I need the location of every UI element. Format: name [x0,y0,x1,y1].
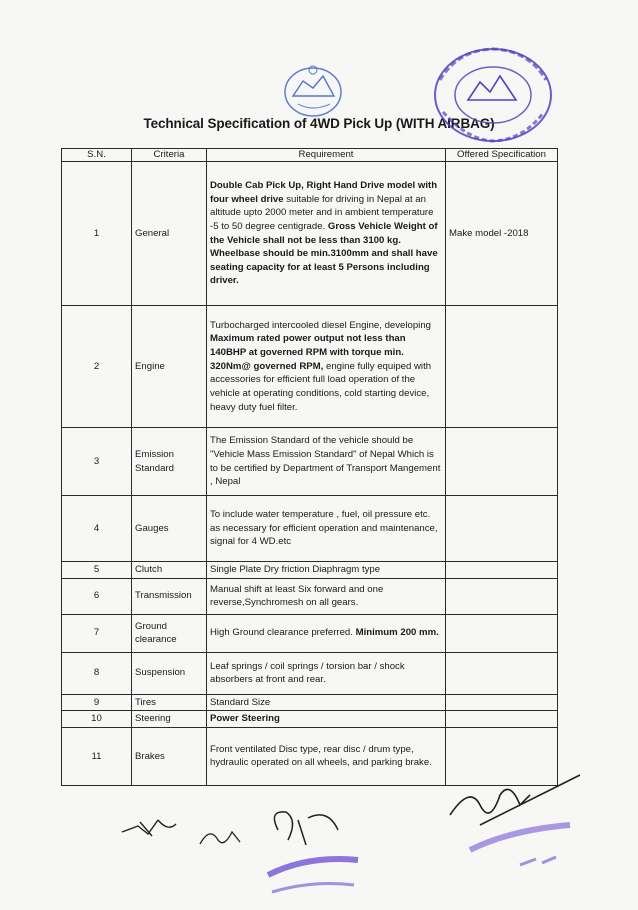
requirement-text: The Emission Standard of the vehicle should be "Vehicle Mass Emission Standard" of Nepal Which is to be certified by Department of Transport Mangement , Nepal [210,435,441,488]
row-sn: 9 [62,694,132,711]
municipality-round-stamp-icon [428,40,558,150]
requirement-bold-text: Gross Vehicle Weight of the Vehicle shall not be less than 3100 kg. Wheelbase should be min.3100mm and shall have seating capacity for at least 5 Persons including driver. [210,220,438,287]
row-requirement [207,162,446,306]
row-criteria: Transmission [132,578,207,614]
row-offered-specification [446,711,558,728]
table-row [62,496,558,562]
column-header-offered: Offered Specification [446,149,558,162]
row-offered-specification [446,562,558,579]
row-criteria: Gauges [132,496,207,562]
row-sn: 6 [62,578,132,614]
row-criteria: Emission Standard [132,428,207,496]
requirement-bold-text: Minimum 200 mm. [355,627,439,639]
row-sn: 2 [62,306,132,428]
requirement-text: Standard Size [210,696,271,708]
signature-3-icon [258,800,368,900]
row-criteria: General [132,162,207,306]
document-title: Technical Specification of 4WD Pick Up (WITH AIRBAG) [143,116,495,131]
row-sn: 7 [62,614,132,652]
table-body [62,162,558,786]
requirement-text: High Ground clearance preferred. [210,627,356,639]
signature-2-icon [196,822,246,852]
row-sn: 8 [62,652,132,694]
requirement-text: suitable for driving in Nepal at an altitude upto 2000 meter and in ambient temperature -5 to 50 degree centigrade. [210,193,434,232]
table-row [62,614,558,652]
requirement-text: Single Plate Dry friction Diaphragm type [210,564,381,575]
table-row [62,562,558,579]
row-requirement [207,727,446,785]
column-header-sn: S.N. [62,149,132,162]
row-offered-specification [446,652,558,694]
table-header-row [62,149,558,162]
row-offered-specification [446,694,558,711]
row-criteria: Ground clearance [132,614,207,652]
requirement-bold-text: Double Cab Pick Up, Right Hand Drive model with four wheel drive [210,180,438,205]
row-requirement [207,496,446,562]
row-criteria: Suspension [132,652,207,694]
requirement-text: To include water temperature , fuel, oil pressure etc. as necessary for efficient operation and maintenance, signal for 4 WD.etc [210,509,438,548]
row-offered-specification [446,496,558,562]
row-criteria: Steering [132,711,207,728]
row-offered-specification [446,428,558,496]
table-row [62,652,558,694]
requirement-text: engine fully equiped with accessories for efficient full load operation of the vehicle at operating conditions, cold starting device, heavy duty fuel filter. [210,360,432,413]
requirement-text: Leaf springs / coil springs / torsion bar / shock absorbers at front and rear. [210,660,405,686]
table-row [62,711,558,728]
row-criteria: Tires [132,694,207,711]
column-header-criteria: Criteria [132,149,207,162]
row-offered-specification [446,614,558,652]
signature-4-icon [440,765,590,875]
row-offered-specification: Make model -2018 [446,162,558,306]
requirement-text: Manual shift at least Six forward and one reverse,Synchromesh on all gears. [210,583,384,609]
row-criteria: Engine [132,306,207,428]
row-requirement [207,578,446,614]
specification-table [61,148,558,786]
row-requirement [207,306,446,428]
government-emblem-seal-icon [258,56,368,126]
row-requirement [207,562,446,579]
row-sn: 4 [62,496,132,562]
table-row [62,306,558,428]
row-requirement [207,711,446,728]
row-sn: 11 [62,727,132,785]
row-criteria: Brakes [132,727,207,785]
row-requirement [207,614,446,652]
table-row [62,428,558,496]
row-requirement [207,694,446,711]
row-criteria: Clutch [132,562,207,579]
table-row [62,162,558,306]
row-offered-specification [446,578,558,614]
row-requirement [207,652,446,694]
requirement-text: Turbocharged intercooled diesel Engine, developing [210,319,431,331]
table-row [62,578,558,614]
row-sn: 10 [62,711,132,728]
table-row [62,694,558,711]
row-sn: 3 [62,428,132,496]
signature-1-icon [118,812,188,842]
requirement-text: Front ventilated Disc type, rear disc / drum type, hydraulic operated on all wheels, and parking brake. [210,743,432,769]
row-requirement [207,428,446,496]
column-header-requirement: Requirement [207,149,446,162]
requirement-bold-text: Power Steering [210,713,280,725]
row-offered-specification [446,306,558,428]
row-sn: 1 [62,162,132,306]
requirement-bold-text: Maximum rated power output not less than 140BHP at governed RPM with torque min. 320Nm@ governed RPM, [210,333,406,372]
row-sn: 5 [62,562,132,579]
